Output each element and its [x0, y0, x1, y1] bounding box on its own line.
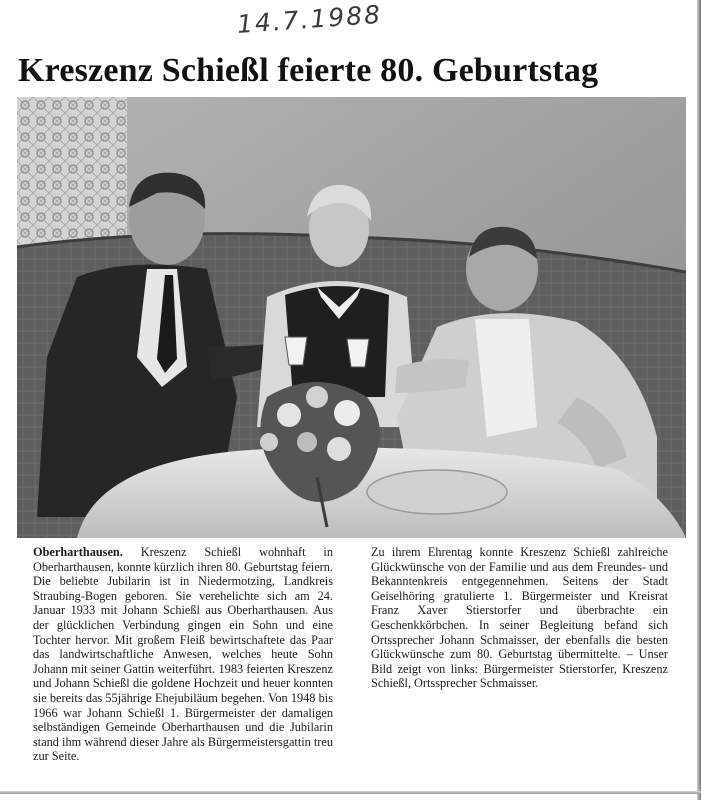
article-column-left — [33, 545, 333, 764]
scan-edge-bottom — [0, 791, 701, 794]
handwritten-date: 14.7.1988 — [236, 0, 383, 39]
article-left-text: Kreszenz Schießl wohnhaft in Oberharthausen, konnte kürzlich ihren 80. Geburtstag feiern. Die beliebte Jubilarin ist in Niedermotzing, Landkreis Straubing-Bogen geboren. Sie verehelichte sich am 24. Januar 1933 mit Johann Schießl aus Oberharthausen. Aus der glücklichen Verbindung gingen ein Sohn und eine Tochter hervor. Mit großem Fleiß bewirtschaftete das Paar das landwirtschaftliche Anwesen, welches heute Sohn Johann mit seiner Gattin weiterführt. 1983 feierten Kreszenz und Johann Schießl die goldene Hochzeit und heuer konnten sie bereits das 55jährige Ehejubiläum begehen. Von 1948 bis 1966 war Johann Schießl 1. Bürgermeister der damaligen selbständigen Gemeinde Oberharthausen und die Jubilarin stand ihm während dieser Jahre als Bürgermeistersgattin treu zur Seite. — [33, 545, 333, 764]
article-dateline: Oberharthausen. — [33, 545, 123, 559]
scan-edge-right — [697, 0, 701, 800]
article-body — [33, 545, 673, 785]
article-column-right: Zu ihrem Ehrentag konnte Kreszenz Schießl zahlreiche Glückwünsche von der Familie und aus dem Freundes- und Bekanntenkreis entgegennehmen. Seitens der Stadt Geiselhöring gratulierte 1. Bürgermeister und Kreisrat Franz Xaver Stierstorfer und überbrachte ein Geschenkkörbchen. In seiner Begleitung befand sich Ortssprecher Johann Schmaisser, der ebenfalls die besten Glückwünsche zum 80. Geburtstag übermittelte. – Unser Bild zeigt von links: Bürgermeister Stierstorfer, Kreszenz Schießl, Ortssprecher Schmaisser. — [371, 545, 668, 691]
article-photo — [17, 97, 686, 538]
photo-illustration — [17, 97, 686, 538]
headline: Kreszenz Schießl feierte 80. Geburtstag — [18, 52, 599, 89]
photo-lace-curtain — [17, 97, 127, 247]
